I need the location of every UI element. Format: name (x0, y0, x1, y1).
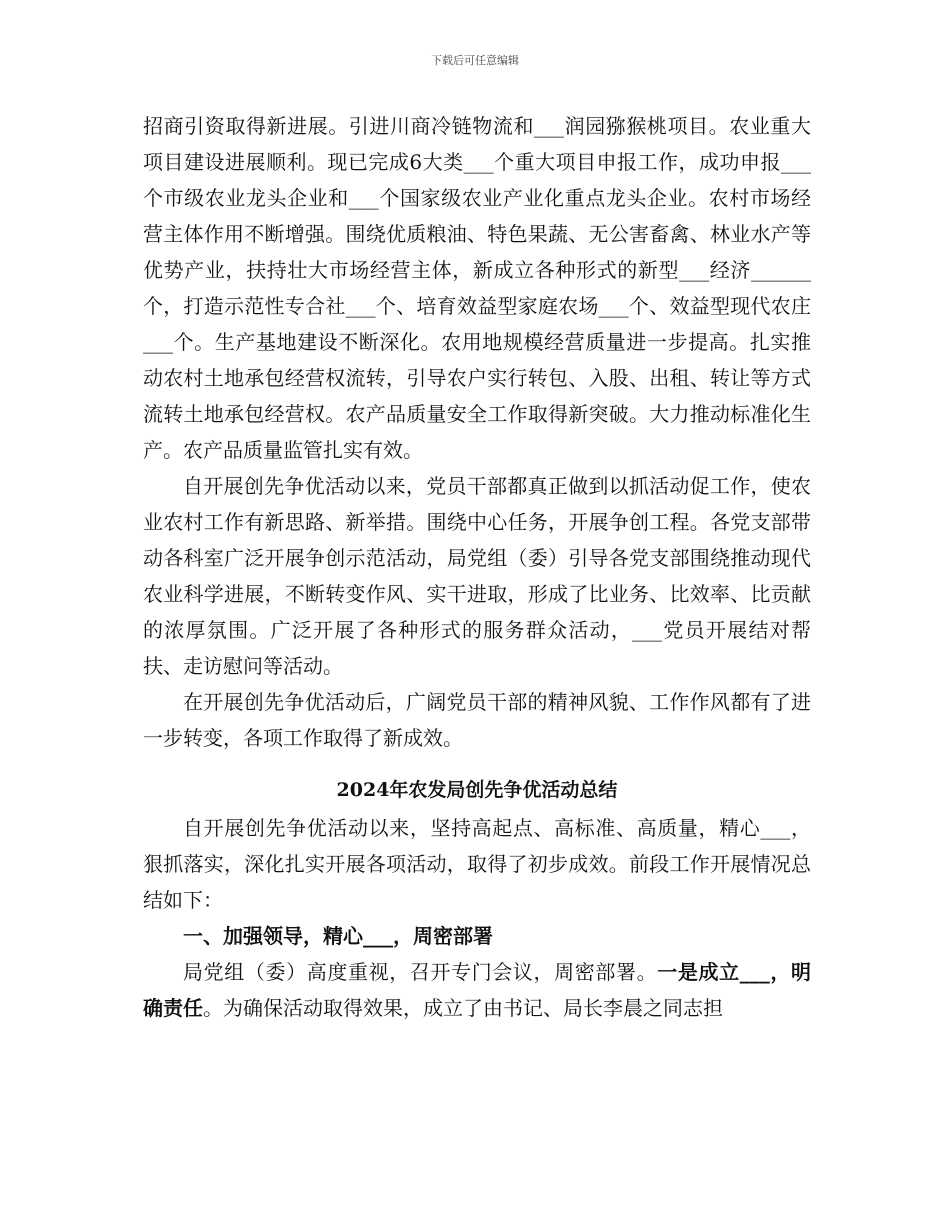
document-body (143, 108, 811, 1026)
paragraph-5-end: 。为确保活动取得效果，成立了由书记、局长李晨之同志担 (203, 996, 723, 1020)
page-header-note: 下载后可任意编辑 (431, 54, 519, 67)
paragraph-5 (143, 954, 811, 1026)
heading-1: 一、加强领导，精心___，周密部署 (183, 924, 493, 948)
paragraph-1: 招商引资取得新进展。引进川商冷链物流和___润园猕猴桃项目。农业重大项目建设进展顺利。现已完成6大类___个重大项目申报工作，成功申报___个市级农业龙头企业和___个国家级农业产业化重点龙头企业。农村市场经营主体作用不断增强。围绕优质粮油、特色果蔬、无公害畜禽、林业水产等优势产业，扶持壮大市场经营主体，新成立各种形式的新型___经济______个，打造示范性专合社___个、培育效益型家庭农场___个、效益型现代农庄___个。生产基地建设不断深化。农用地规模经营质量进一步提高。扎实推动农村土地承包经营权流转，引导农户实行转包、入股、出租、转让等方式流转土地承包经营权。农产品质量安全工作取得新突破。大力推动标准化生产。农产品质量监管扎实有效。 (143, 114, 811, 462)
paragraph-2: 自开展创先争优活动以来，党员干部都真正做到以抓活动促工作，使农业农村工作有新思路、新举措。围绕中心任务，开展争创工程。各党支部带动各科室广泛开展争创示范活动，局党组（委）引导各党支部围绕推动现代农业科学进展，不断转变作风、实干进取，形成了比业务、比效率、比贡献的浓厚氛围。广泛开展了各种形式的服务群众活动，___党员开展结对帮扶、走访慰问等活动。 (143, 474, 811, 678)
paragraph-5-start: 局党组（委）高度重视，召开专门会议，周密部署。 (183, 960, 658, 984)
paragraph-3: 在开展创先争优活动后，广阔党员干部的精神风貌、工作作风都有了进一步转变，各项工作取得了新成效。 (143, 690, 811, 750)
paragraph-5-bold: 一是成立___，明确责任 (143, 960, 812, 1020)
paragraph-4: 自开展创先争优活动以来，坚持高起点、高标准、高质量，精心___，狠抓落实，深化扎实开展各项活动，取得了初步成效。前段工作开展情况总结如下： (143, 816, 811, 912)
section-title: 2024年农发局创先争优活动总结 (336, 779, 618, 801)
